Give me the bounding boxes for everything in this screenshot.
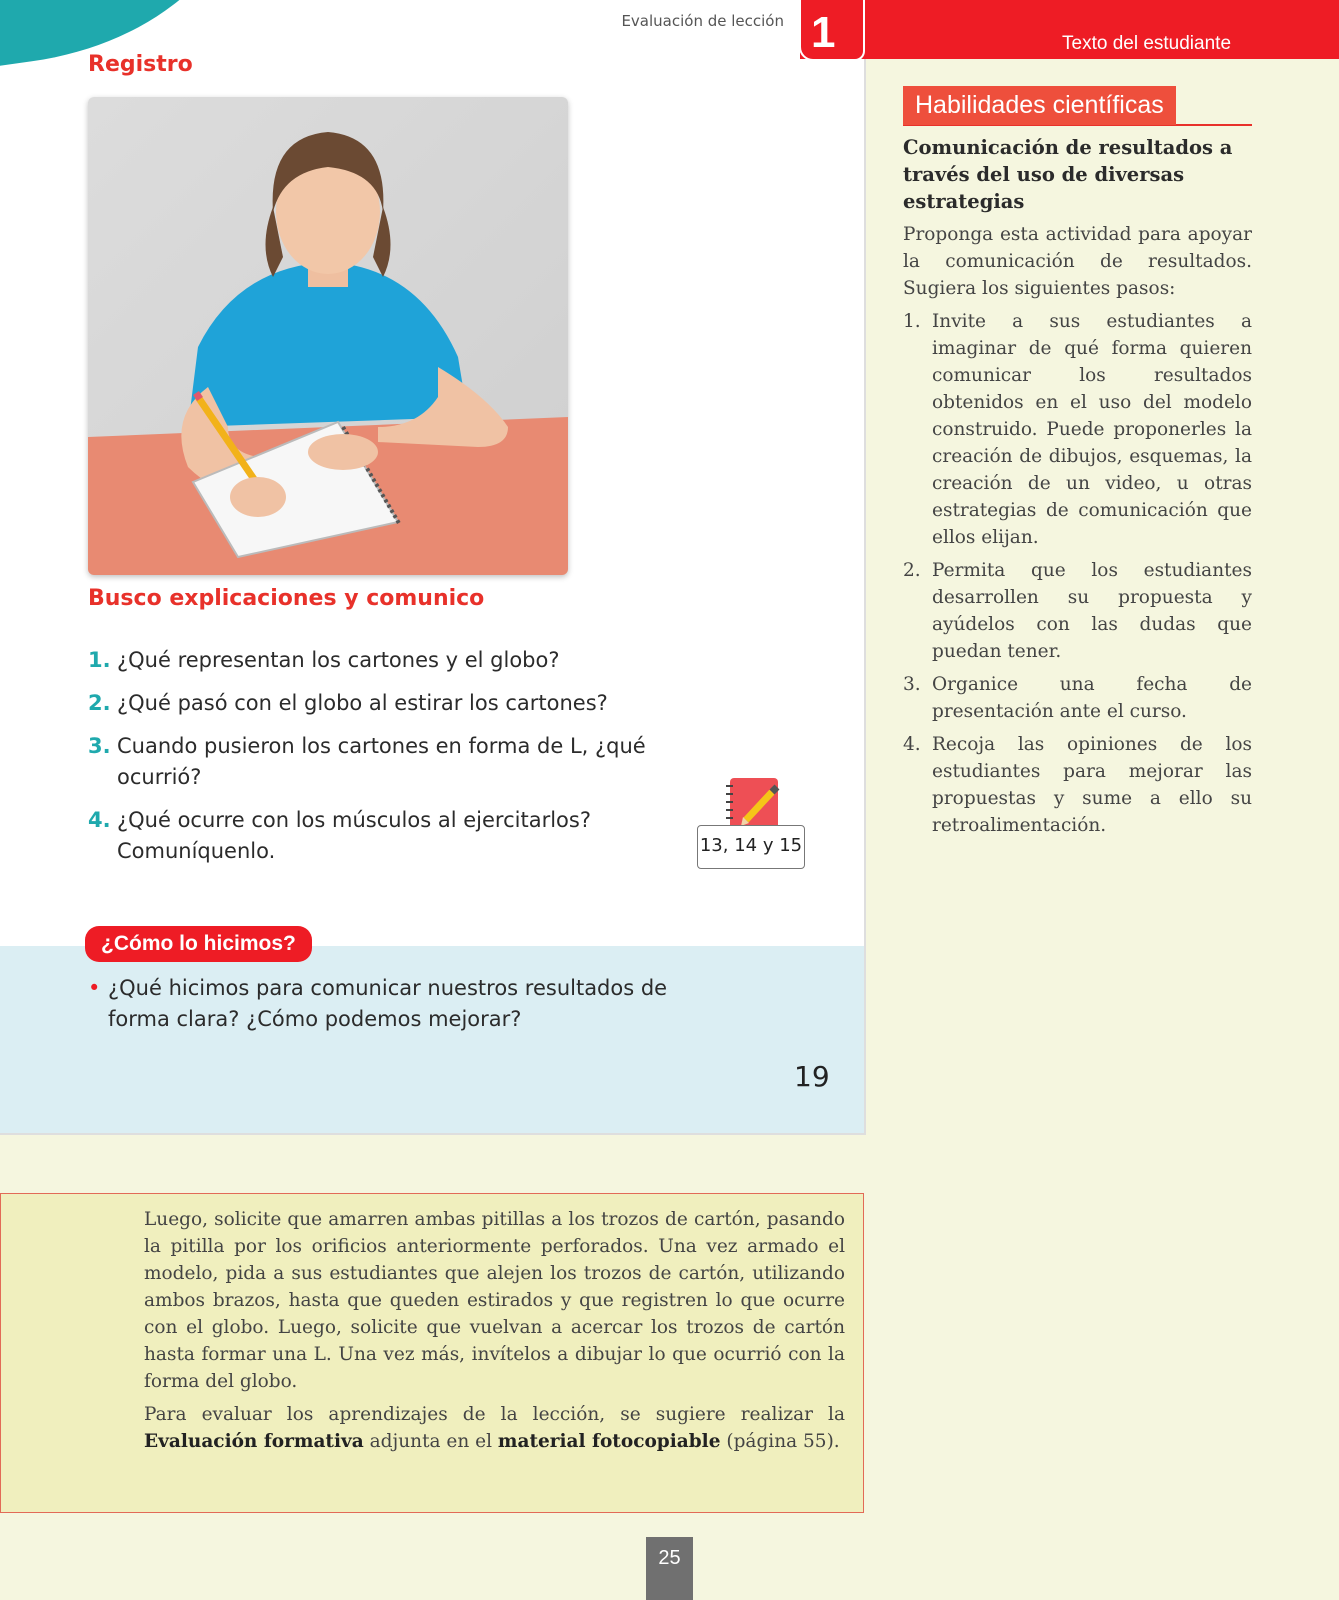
explain-title: Busco explicaciones y comunico <box>88 586 485 611</box>
teacher-notes <box>144 1206 845 1461</box>
student-text-label: Texto del estudiante <box>1062 33 1232 54</box>
skills-title: Habilidades científicas <box>903 86 1176 125</box>
bold-term: material fotocopiable <box>497 1431 721 1452</box>
bold-term: Evaluación formativa <box>144 1431 364 1452</box>
lesson-number: 1 <box>811 8 836 57</box>
list-item: 2. ¿Qué pasó con el globo al estirar los cartones? <box>88 691 608 715</box>
list-item: 3. Cuando pusieron los cartones en forma de L, ¿qué ocurrió? <box>88 734 646 789</box>
list-item: 2. Permita que los estudiantes desarrollen su propuesta y ayúdelos con las dudas que puedan tener. <box>903 560 1252 662</box>
teacher-sidebar <box>903 134 1252 845</box>
question-list <box>88 645 648 879</box>
steps-list <box>903 308 1252 839</box>
list-item: 1. ¿Qué representan los cartones y el globo? <box>88 648 560 672</box>
skills-title-bar <box>903 86 1252 126</box>
lesson-eval-label: Evaluación de lección <box>621 12 784 30</box>
list-item: 4. ¿Qué ocurre con los músculos al ejercitarlos? Comuníquenlo. <box>88 808 591 863</box>
sidebar-heading: Comunicación de resultados a través del uso de diversas estrategias <box>903 136 1233 213</box>
record-title: Registro <box>88 52 193 77</box>
girl-writing-photo <box>88 97 568 575</box>
reflection-question: • ¿Qué hicimos para comunicar nuestros resultados de forma clara? ¿Cómo podemos mejorar? <box>88 973 708 1035</box>
list-item: 3. Organice una fecha de presentación ante el curso. <box>903 674 1252 722</box>
list-item: 4. Recoja las opiniones de los estudiantes para mejorar las propuestas y sume a ello su retroalimentación. <box>903 734 1252 836</box>
page-number: 25 <box>646 1537 693 1600</box>
workbook-pages-badge: 13, 14 y 15 <box>697 825 805 869</box>
student-page <box>0 0 866 1135</box>
notes-paragraph: Para evaluar los aprendizajes de la lección, se sugiere realizar la Evaluación formativa adjunta en el material fotocopiable (página 55). <box>144 1404 845 1452</box>
sidebar-intro: Proponga esta actividad para apoyar la comunicación de resultados. Sugiera los siguientes pasos: <box>903 224 1252 299</box>
student-page-number: 19 <box>794 1060 830 1093</box>
notes-paragraph: Luego, solicite que amarren ambas pitillas a los trozos de cartón, pasando la pitilla por los orificios anteriormente perforados. Una vez armado el modelo, pida a sus estudiantes que alejen los trozos de cartón, utilizando ambos brazos, hasta que queden estirados y que registren lo que ocurre con el globo. Luego, solicite que vuelvan a acercar los trozos de cartón hasta formar una L. Una vez más, invítelos a dibujar lo que ocurrió con la forma del globo. <box>144 1209 845 1392</box>
list-item: 1. Invite a sus estudiantes a imaginar de qué forma quieren comunicar los resultados obtenidos en el uso del modelo construido. Puede proponerles la creación de dibujos, esquemas, la creación de un video, u otras estrategias de comunicación que ellos elijan. <box>903 311 1252 548</box>
reflection-title: ¿Cómo lo hicimos? <box>85 926 312 962</box>
bullet: • <box>88 976 101 1000</box>
